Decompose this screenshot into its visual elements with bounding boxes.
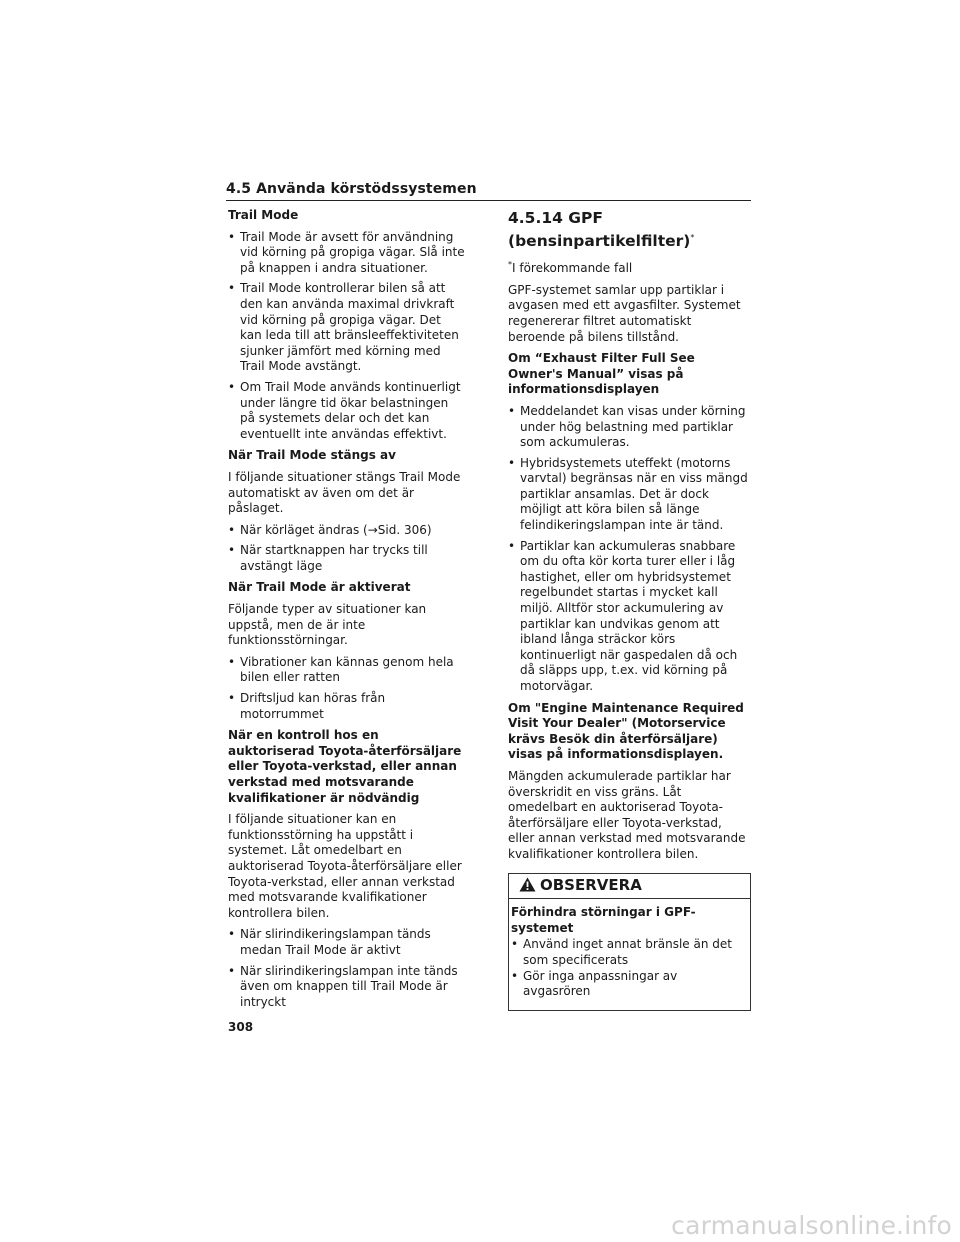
asterisk-mark: * — [690, 233, 695, 242]
paragraph: I följande situationer stängs Trail Mode automatiskt av även om det är påslaget. — [228, 469, 461, 516]
list-item: • Trail Mode kontrollerar bilen så att den kan använda maximal drivkraft vid körning på gropiga vägar. Det kan leda till att bränsleeffektiviteten sjunker jämfört med körning med Trail Mode avstängt. — [228, 281, 466, 375]
paragraph: Mängden ackumulerade partiklar har överskridit en viss gräns. Låt omedelbart en auktoriserad Toyota-återförsäljare eller Toyota-verkstad, eller annan verkstad med motsvarande kvalifikationer kontrollera bilen. — [508, 768, 746, 861]
page-number: 308 — [228, 1020, 254, 1034]
list-item: • Om Trail Mode används kontinuerligt under längre tid ökar belastningen på systemets delar och det kan eventuellt inte användas effektivt. — [228, 380, 466, 442]
list-item: • Hybridsystemets uteffekt (motorns varvtal) begränsas när en viss mängd partiklar ansamlas. Det är dock möjligt att köra bilen så länge felindikeringslampan inte är tänd. — [508, 456, 751, 534]
dealer-check-list — [228, 927, 466, 1010]
paragraph: I följande situationer kan en funktionsstörning ha uppstått i systemet. Låt omedelbart en auktoriserad Toyota-återförsäljare eller Toyota-verkstad, eller annan verkstad med motsvarande kvalifikationer kontrollera bilen. — [228, 812, 462, 920]
exhaust-filter-list — [508, 404, 751, 695]
warning-body — [509, 899, 750, 1010]
gpf-title-line2: (bensinpartikelfilter) — [508, 232, 691, 251]
heading-dealer-check: När en kontroll hos en auktoriserad Toyota-återförsäljare eller Toyota-verkstad, eller annan verkstad med motsvarande kvalifikationer är nödvändig — [228, 728, 462, 805]
heading-engine-maintenance: Om "Engine Maintenance Required Visit Your Dealer" (Motorservice krävs Besök din återförsäljare) visas på informationsdisplayen. — [508, 700, 744, 762]
right-column — [508, 208, 751, 1011]
warning-title: OBSERVERA — [540, 876, 642, 895]
footnote — [508, 257, 751, 277]
list-item: • När slirindikeringslampan inte tänds även om knappen till Trail Mode är intryckt — [228, 964, 466, 1011]
gpf-title-line1: 4.5.14 GPF — [508, 209, 603, 227]
list-item: • Gör inga anpassningar av avgasrören — [511, 969, 748, 1000]
paragraph: Följande typer av situationer kan uppstå, men de är inte funktionsstörningar. — [228, 602, 427, 648]
trail-mode-active-list — [228, 655, 466, 722]
footnote-text: I förekommande fall — [512, 261, 633, 276]
list-item: • När slirindikeringslampan tänds medan Trail Mode är aktivt — [228, 927, 466, 958]
warning-triangle-icon — [519, 877, 536, 896]
paragraph: GPF-systemet samlar upp partiklar i avgasen med ett avgasfilter. Systemet regenererar filtret automatiskt beroende på bilens tillstånd. — [508, 282, 741, 344]
list-item: • Partiklar kan ackumuleras snabbare om du ofta kör korta turer eller i låg hastighet, eller om hybridsystemet regelbundet startas i mycket kall miljö. Alltför stor ackumulering av partiklar kan undvikas genom att ibland långa sträckor körs kontinuerligt när gaspedalen då och då släpps upp, t.ex. vid körning på motorvägar. — [508, 539, 751, 695]
heading-trail-mode-active: När Trail Mode är aktiverat — [228, 580, 411, 595]
trail-mode-off-list — [228, 523, 466, 575]
list-item: • Driftsljud kan höras från motorrummet — [228, 691, 466, 722]
list-item: • Meddelandet kan visas under körning under hög belastning med partiklar som ackumuleras. — [508, 404, 751, 451]
list-item: • När startknappen har trycks till avstängt läge — [228, 543, 466, 574]
warning-title-bar — [509, 874, 750, 900]
footnote-mark: * — [508, 260, 512, 270]
list-item: • Trail Mode är avsett för användning vid körning på gropiga vägar. Slå inte på knappen i andra situationer. — [228, 230, 466, 277]
warning-list — [511, 937, 748, 999]
heading-trail-mode-off: När Trail Mode stängs av — [228, 448, 396, 463]
section-header — [226, 178, 751, 201]
heading-exhaust-filter: Om “Exhaust Filter Full See Owner's Manual” visas på informationsdisplayen — [508, 351, 695, 397]
trail-mode-list — [228, 230, 466, 443]
section-title: 4.5 Använda körstödssystemen — [226, 181, 477, 197]
gpf-section-title — [508, 208, 751, 251]
warning-box — [508, 873, 751, 1011]
list-item: • Vibrationer kan kännas genom hela bilen eller ratten — [228, 655, 466, 686]
watermark: carmanualsonline.info — [671, 1211, 952, 1240]
left-column — [228, 208, 466, 1016]
list-item: • Använd inget annat bränsle än det som specificerats — [511, 937, 748, 968]
warning-heading: Förhindra störningar i GPF-systemet — [511, 905, 696, 935]
list-item[interactable]: • När körläget ändras (→Sid. 306) — [228, 523, 466, 539]
heading-trail-mode: Trail Mode — [228, 208, 299, 222]
